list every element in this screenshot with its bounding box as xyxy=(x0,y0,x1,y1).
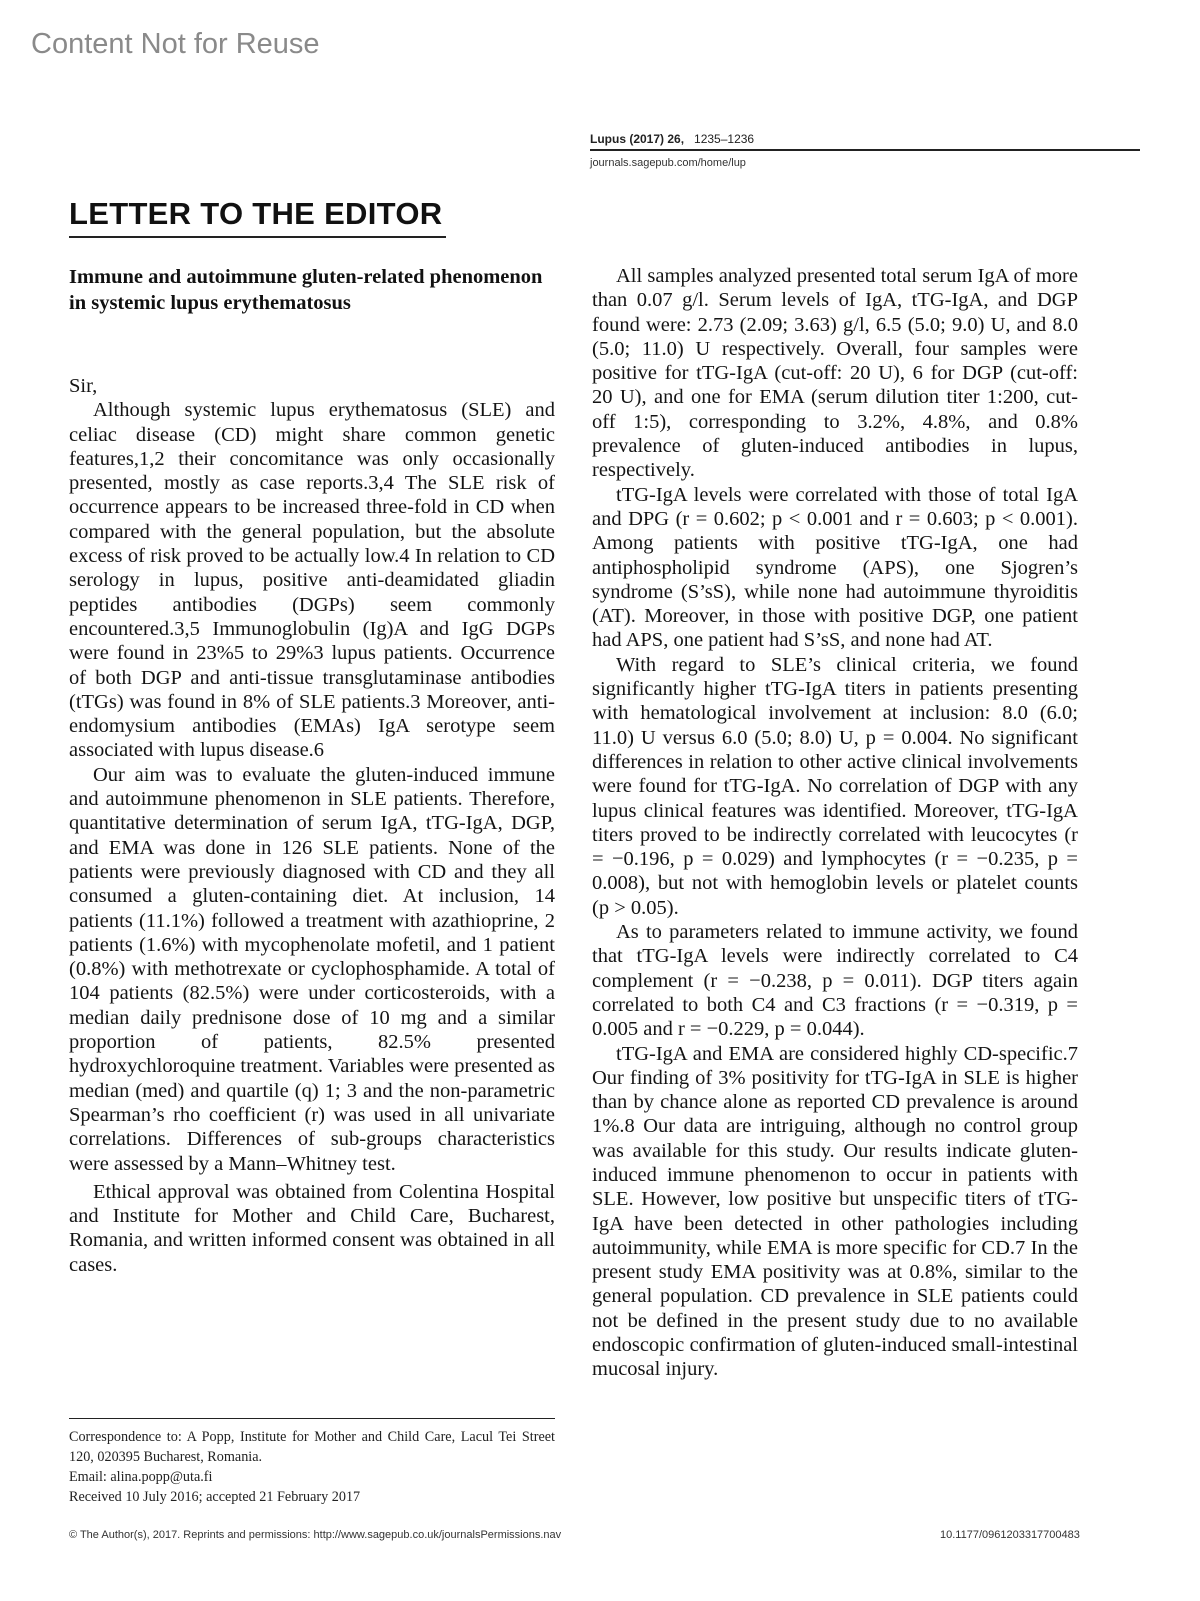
journal-header xyxy=(590,130,1140,171)
paragraph: As to parameters related to immune activity, we found that tTG-IgA levels were indirectly correlated to C4 complement (r = −0.238, p = 0.011). DGP titers again correlated to both C4 and C3 fractions (r = −0.319, p = 0.005 and r = −0.229, p = 0.044). xyxy=(592,921,1078,1041)
header-divider xyxy=(590,149,1140,151)
correspondence-email[interactable]: Email: alina.popp@uta.fi xyxy=(69,1469,213,1485)
footnote-divider xyxy=(69,1418,555,1419)
left-column xyxy=(69,374,555,1277)
paragraph: Our aim was to evaluate the gluten-induced immune and autoimmune phenomenon in SLE patients. Therefore, quantitative determination of serum IgA, tTG-IgA, DGP, and EMA was done in 126 SLE patients. None of the patients were previously diagnosed with CD and they all consumed a gluten-containing diet. At inclusion, 14 patients (11.1%) followed a treatment with azathioprine, 2 patients (1.6%) with mycophenolate mofetil, and 1 patient (0.8%) with methotrexate or cyclophosphamide. A total of 104 patients (82.5%) were under corticosteroids, with a median daily prednisone dose of 10 mg and a similar proportion of patients, 82.5% presented hydroxychloroquine treatment. Variables were presented as median (med) and quartile (q) 1; 3 and the non-parametric Spearman’s rho coefficient (r) was used in all univariate correlations. Differences of sub-groups characteristics were assessed by a Mann–Whitney test. xyxy=(69,763,555,1175)
right-column xyxy=(592,264,1078,1382)
paragraph: All samples analyzed presented total serum IgA of more than 0.07 g/l. Serum levels of IgA, tTG-IgA, and DGP found were: 2.73 (2.09; 3.63) g/l, 6.5 (5.0; 9.0) U, and 8.0 (5.0; 11.0) U respectively. Overall, four samples were positive for tTG-IgA (cut-off: 20 U), 6 for DGP (cut-off: 20 U), and one for EMA (serum dilution titer 1:200, cut-off 1:5), corresponding to 3.2%, 4.8%, and 0.8% prevalence of gluten-induced antibodies in lupus, respectively. xyxy=(592,265,1078,482)
paragraph: tTG-IgA levels were correlated with those of total IgA and DPG (r = 0.602; p < 0.001 and r = 0.603; p < 0.001). Among patients with positive tTG-IgA, one had antiphospholipid syndrome (APS), one Sjogren’s syndrome (S’sS), while none had autoimmune thyroiditis (AT). Moreover, in those with positive DGP, one patient had APS, one patient had S’sS, and none had AT. xyxy=(592,483,1078,652)
paragraph: Although systemic lupus erythematosus (SLE) and celiac disease (CD) might share common genetic features,1,2 their concomitance was only occasionally presented, mostly as case reports.3,4 The SLE risk of occurrence appears to be increased three-fold in CD when compared with the general population, but the absolute excess of risk proved to be actually low.4 In relation to CD serology in lupus, positive anti-deamidated gliadin peptides antibodies (DGPs) seem commonly encountered.3,5 Immunoglobulin (Ig)A and IgG DGPs were found in 23%5 to 29%3 lupus patients. Occurrence of both DGP and anti-tissue transglutaminase antibodies (tTGs) was found in 8% of SLE patients.3 Moreover, anti-endomysium antibodies (EMAs) IgA serotype seem associated with lupus disease.6 xyxy=(69,399,555,762)
received-dates: Received 10 July 2016; accepted 21 February 2017 xyxy=(69,1489,361,1505)
journal-citation-line xyxy=(590,130,1140,148)
salutation: Sir, xyxy=(69,375,98,397)
copyright-notice: © The Author(s), 2017. Reprints and permissions: http://www.sagepub.co.uk/journalsPermissions.nav xyxy=(69,1529,562,1541)
correspondence-footnote xyxy=(69,1427,555,1507)
section-title: LETTER TO THE EDITOR xyxy=(69,196,443,231)
section-title-underline xyxy=(69,236,446,238)
paragraph: With regard to SLE’s clinical criteria, we found significantly higher tTG-IgA titers in patients presenting with hematological involvement at inclusion: 8.0 (6.0; 11.0) U versus 6.0 (5.0; 8.0) U, p = 0.004. No significant differences in relation to other active clinical involvements were found for tTG-IgA. No correlation of DGP with any lupus clinical features was identified. Moreover, tTG-IgA titers proved to be indirectly correlated with leucocytes (r = −0.196, p = 0.029) and lymphocytes (r = −0.235, p = 0.008), but not with hemoglobin levels or platelet counts (p > 0.05). xyxy=(592,653,1078,919)
paragraph: tTG-IgA and EMA are considered highly CD-specific.7 Our finding of 3% positivity for tTG-IgA in SLE is higher than by chance alone as reported CD prevalence is around 1%.8 Our data are intriguing, although no control group was available for this study. Our results indicate gluten-induced immune phenomenon to occur in patients with SLE. However, low positive but unspecific titers of tTG-IgA have been detected in other pathologies including autoimmunity, while EMA is more specific for CD.7 In the present study EMA positivity was at 0.8%, similar to the general population. CD prevalence in SLE patients could not be defined in the present study due to no available endoscopic confirmation of gluten-induced small-intestinal mucosal injury. xyxy=(592,1042,1078,1381)
correspondence-address: Correspondence to: A Popp, Institute for Mother and Child Care, Lacul Tei Street 120, 020395 Bucharest, Romania. xyxy=(69,1429,555,1465)
article-title: Immune and autoimmune gluten-related phenomenon in systemic lupus erythematosus xyxy=(69,266,543,314)
watermark: Content Not for Reuse xyxy=(31,28,320,60)
doi[interactable]: 10.1177/0961203317700483 xyxy=(940,1529,1080,1541)
journal-name: Lupus (2017) 26, xyxy=(590,132,685,146)
journal-pages: 1235–1236 xyxy=(694,132,755,146)
journal-url[interactable]: journals.sagepub.com/home/lup xyxy=(590,157,746,169)
paragraph: Ethical approval was obtained from Colentina Hospital and Institute for Mother and Child Care, Bucharest, Romania, and written informed consent was obtained in all cases. xyxy=(69,1180,555,1276)
